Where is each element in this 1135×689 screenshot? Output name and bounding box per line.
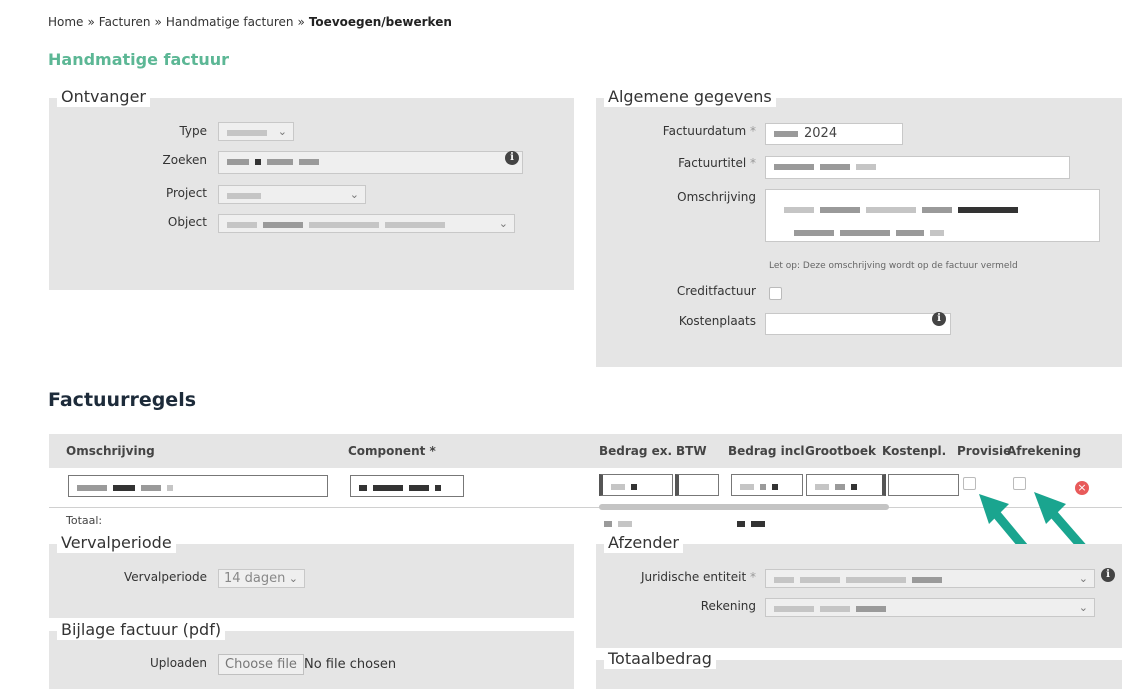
bijlage-legend: Bijlage factuur (pdf) <box>57 620 225 640</box>
rekening-select[interactable] <box>765 598 1095 617</box>
totaal-bedrag-ex <box>604 516 638 530</box>
col-provisie: Provisie <box>957 444 1012 458</box>
row-grootboek-select[interactable] <box>806 474 886 496</box>
breadcrumb-separator: » <box>87 15 95 29</box>
breadcrumb-separator: » <box>154 15 162 29</box>
afzender-panel <box>596 533 1122 648</box>
vervalperiode-label: Vervalperiode <box>124 570 207 584</box>
vervalperiode-panel <box>49 533 574 618</box>
col-bedrag-ex: Bedrag ex. <box>599 444 673 458</box>
breadcrumb-facturen[interactable]: Facturen <box>98 15 151 29</box>
juridische-entiteit-select[interactable] <box>765 569 1095 588</box>
page-title: Handmatige factuur <box>48 50 230 69</box>
col-kostenpl: Kostenpl. <box>882 444 947 458</box>
breadcrumb <box>48 15 452 29</box>
breadcrumb-handmatige-facturen[interactable]: Handmatige facturen <box>165 15 294 29</box>
breadcrumb-current: Toevoegen/bewerken <box>308 15 452 29</box>
type-select[interactable] <box>218 122 294 141</box>
zoeken-input[interactable] <box>218 151 523 174</box>
chevron-down-icon: ⌄ <box>1078 572 1088 585</box>
algemene-gegevens-panel <box>596 87 1122 367</box>
file-status: No file chosen <box>304 657 397 672</box>
ontvanger-panel <box>49 87 574 290</box>
bijlage-panel <box>49 620 574 689</box>
row-divider <box>49 507 1122 508</box>
row-component-input[interactable] <box>350 475 464 497</box>
algemene-gegevens-legend: Algemene gegevens <box>604 87 776 107</box>
row-btw-input[interactable] <box>675 474 719 496</box>
factuurtitel-label: Factuurtitel * <box>678 156 756 170</box>
creditfactuur-checkbox[interactable] <box>769 287 782 300</box>
col-component: Component * <box>348 444 436 458</box>
project-label: Project <box>165 186 207 200</box>
col-btw: BTW <box>676 444 707 458</box>
zoeken-label: Zoeken <box>162 153 207 167</box>
afzender-legend: Afzender <box>604 533 683 553</box>
omschrijving-note: Let op: Deze omschrijving wordt op de factuur vermeld <box>769 261 1018 271</box>
factuurdatum-input[interactable]: 2024 <box>765 123 903 145</box>
factuurregels-title: Factuurregels <box>48 389 197 411</box>
col-afrekening: Afrekening <box>1007 444 1082 458</box>
ontvanger-legend: Ontvanger <box>57 87 150 107</box>
totaal-bedrag-incl <box>737 516 771 530</box>
horizontal-scrollbar[interactable] <box>599 504 889 510</box>
omschrijving-textarea[interactable] <box>765 189 1100 242</box>
row-omschrijving-input[interactable] <box>68 475 328 497</box>
breadcrumb-separator: » <box>297 15 305 29</box>
rekening-label: Rekening <box>700 599 756 613</box>
creditfactuur-label: Creditfactuur <box>676 284 756 298</box>
chevron-down-icon: ⌄ <box>288 572 298 585</box>
object-label: Object <box>167 215 207 229</box>
choose-file-button[interactable]: Choose file <box>218 654 304 675</box>
factuurtitel-input[interactable] <box>765 156 1070 179</box>
uploaden-label: Uploaden <box>149 656 207 670</box>
kostenplaats-info-icon[interactable]: i <box>932 312 946 326</box>
col-bedrag-incl: Bedrag incl <box>728 444 805 458</box>
juridische-entiteit-info-icon[interactable]: i <box>1101 568 1115 582</box>
vervalperiode-legend: Vervalperiode <box>57 533 176 553</box>
juridische-entiteit-label: Juridische entiteit * <box>641 570 756 584</box>
chevron-down-icon: ⌄ <box>277 125 287 138</box>
breadcrumb-home[interactable]: Home <box>48 15 84 29</box>
object-select[interactable] <box>218 214 515 233</box>
col-grootboek: Grootboek <box>805 444 876 458</box>
chevron-down-icon: ⌄ <box>498 217 508 230</box>
kostenplaats-input[interactable] <box>765 313 951 335</box>
zoeken-info-icon[interactable]: i <box>505 151 519 165</box>
type-label: Type <box>179 124 207 138</box>
totaalbedrag-legend: Totaalbedrag <box>604 649 716 669</box>
omschrijving-label: Omschrijving <box>677 190 756 204</box>
totaal-label: Totaal: <box>66 514 103 527</box>
factuurregels-table-header <box>49 434 1122 468</box>
factuurdatum-label: Factuurdatum * <box>662 124 756 138</box>
chevron-down-icon: ⌄ <box>1078 601 1088 614</box>
totaalbedrag-panel <box>596 649 1122 689</box>
kostenplaats-label: Kostenplaats <box>678 314 756 328</box>
col-omschrijving: Omschrijving <box>66 444 155 458</box>
row-bedrag-ex-input[interactable] <box>599 474 673 496</box>
row-bedrag-incl-input[interactable] <box>731 474 803 496</box>
row-kostenpl-input[interactable] <box>888 474 959 496</box>
close-circle-icon[interactable]: × <box>1075 481 1089 495</box>
chevron-down-icon: ⌄ <box>349 188 359 201</box>
vervalperiode-select[interactable]: 14 dagen ⌄ <box>218 569 305 588</box>
project-select[interactable] <box>218 185 366 204</box>
